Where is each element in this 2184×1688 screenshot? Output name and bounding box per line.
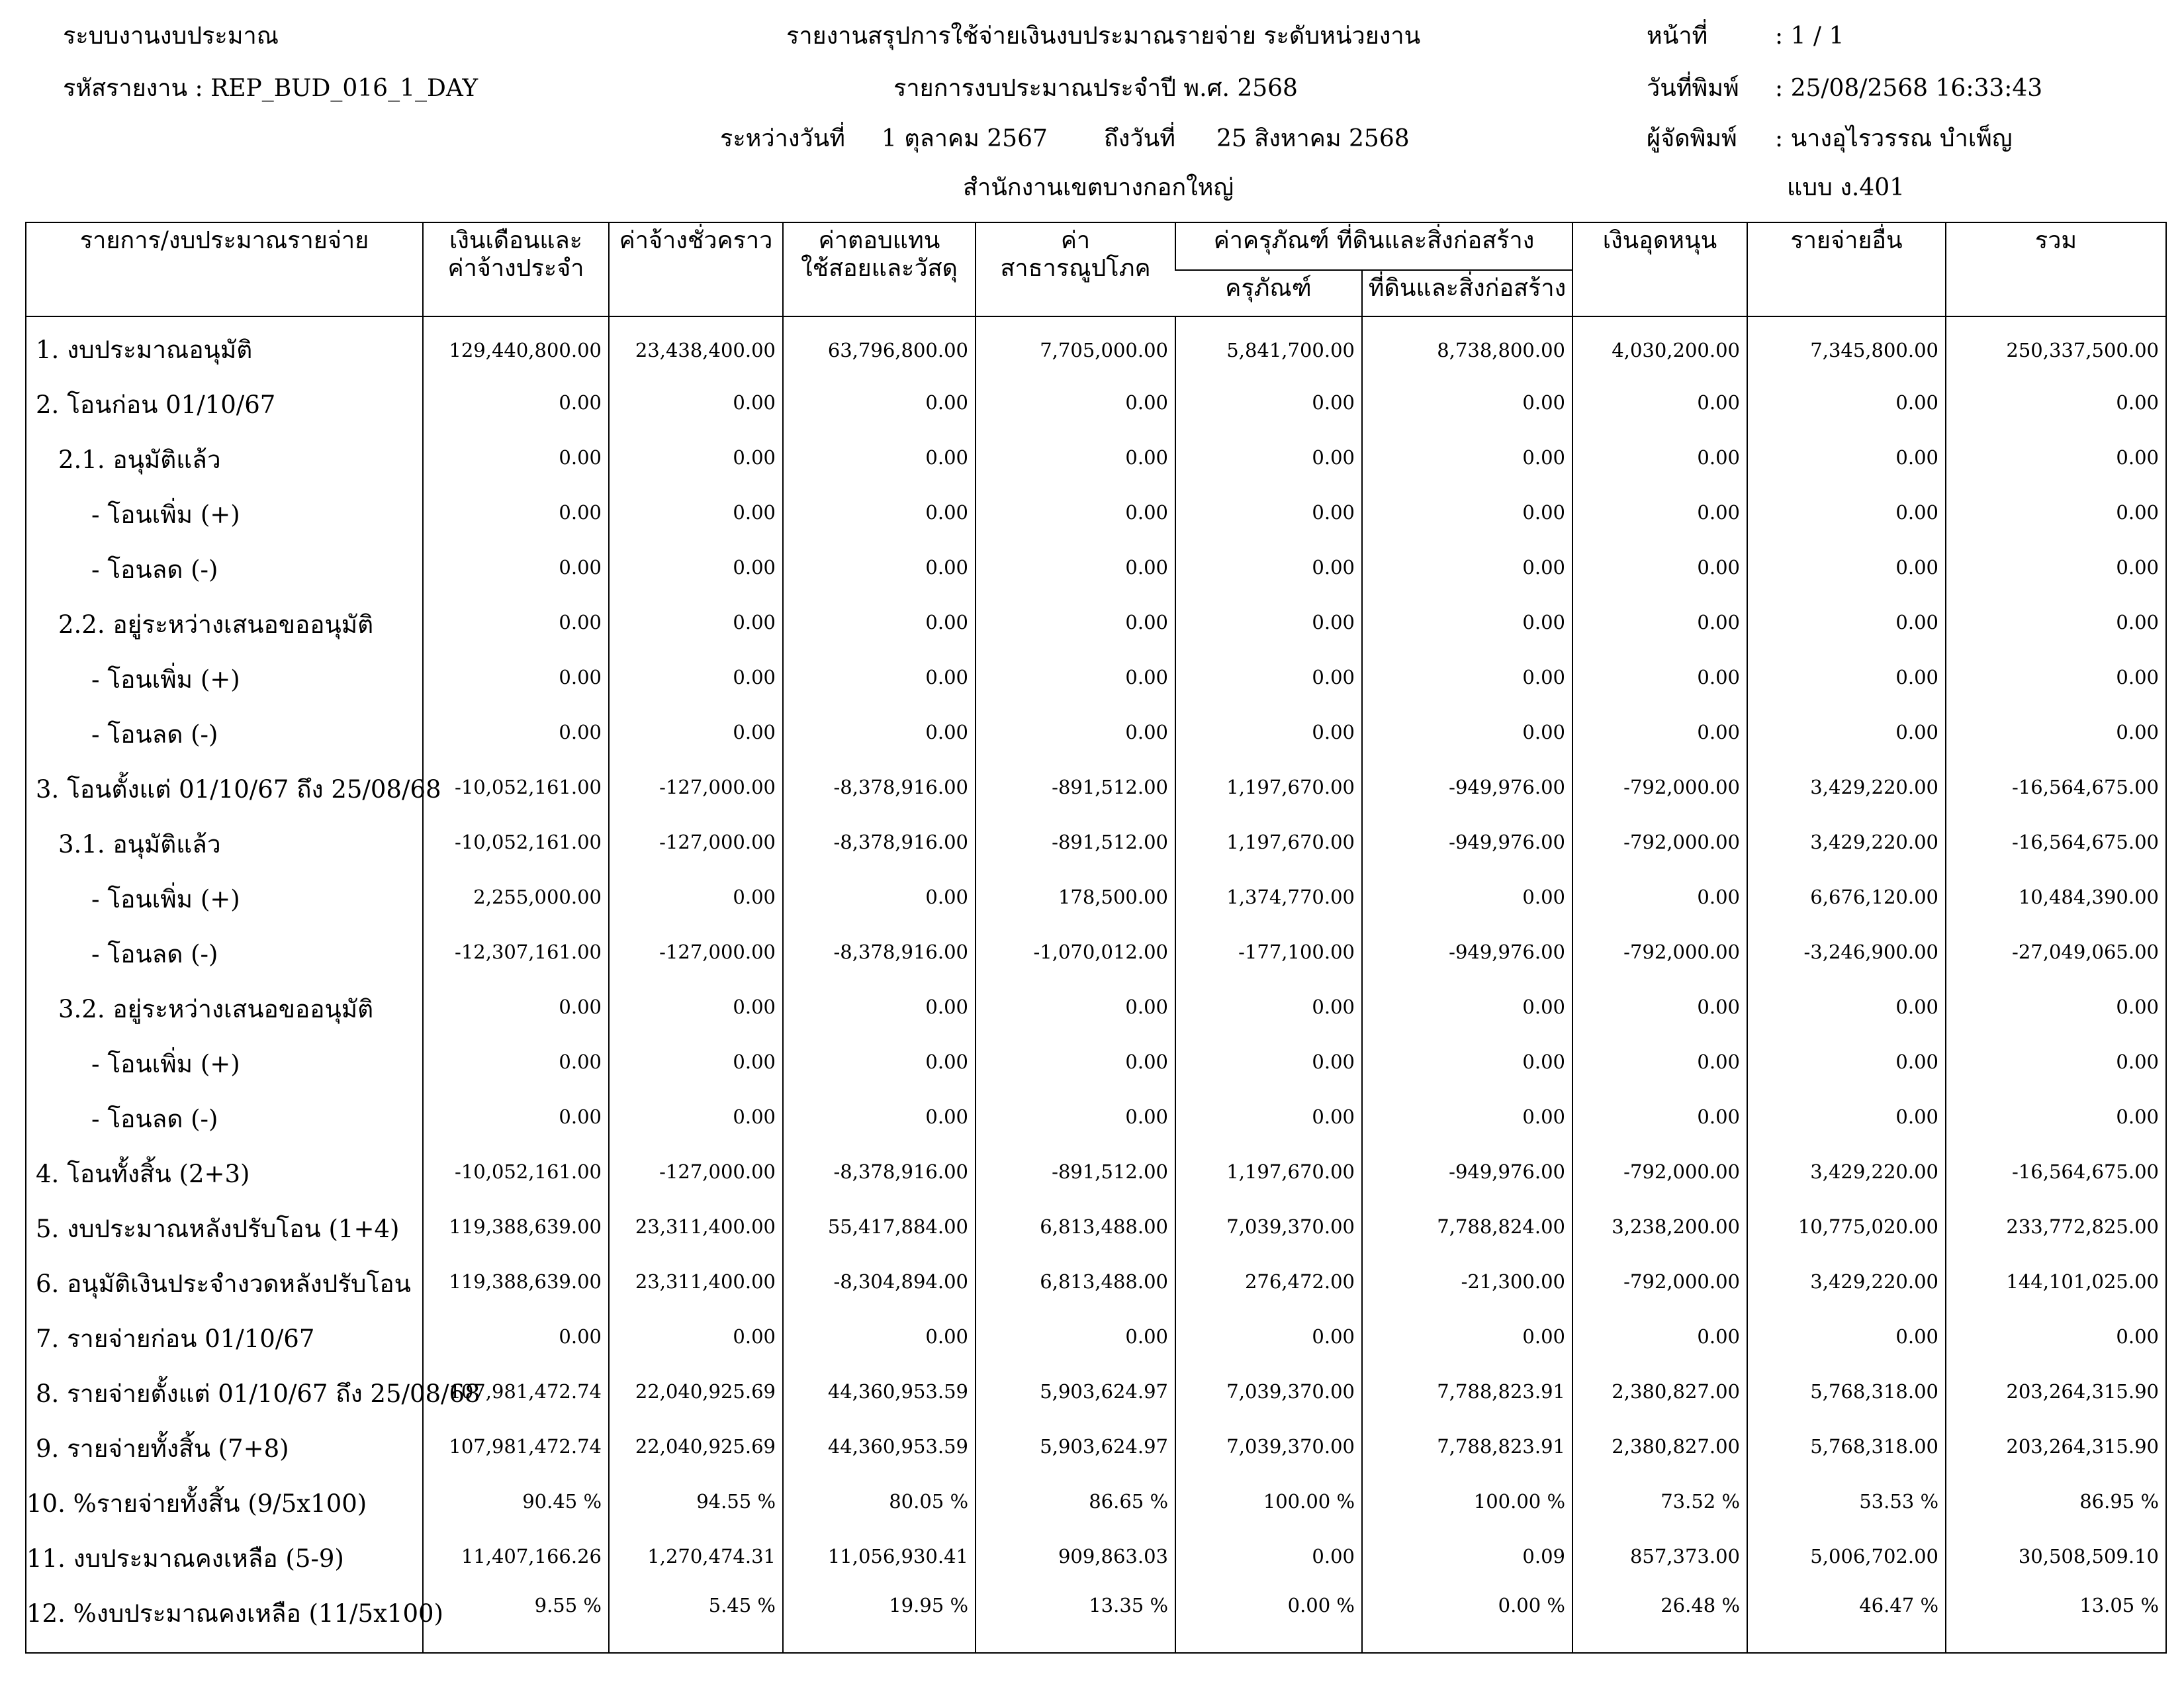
budget-table	[25, 222, 2167, 1654]
amount-cell: 86.65 %	[976, 1474, 1175, 1528]
amount-cell: 0.00	[1747, 1309, 1946, 1364]
printer-label: ผู้จัดพิมพ์	[1647, 125, 1737, 152]
table-row	[26, 539, 2166, 594]
amount-cell: 94.55 %	[609, 1474, 783, 1528]
table-row	[26, 979, 2166, 1034]
amount-cell: 11,056,930.41	[783, 1528, 976, 1583]
row-label: - โอนเพิ่ม (+)	[91, 885, 240, 914]
amount-cell: 0.00	[1362, 649, 1572, 704]
amount-cell: 0.00	[423, 1089, 609, 1144]
amount-cell: 250,337,500.00	[1946, 316, 2166, 375]
amount-cell: 44,360,953.59	[783, 1364, 976, 1419]
amount-cell: 178,500.00	[976, 869, 1175, 924]
amount-cell: 0.00	[1175, 1089, 1362, 1144]
table-row	[26, 869, 2166, 924]
amount-cell: 0.00	[783, 869, 976, 924]
row-label: 3. โอนตั้งแต่ 01/10/67 ถึง 25/08/68	[36, 775, 441, 804]
amount-cell: 10,484,390.00	[1946, 869, 2166, 924]
amount-cell: 0.00	[783, 1309, 976, 1364]
amount-cell: 0.00	[783, 1089, 976, 1144]
row-label: - โอนลด (-)	[91, 1105, 218, 1133]
amount-cell: 26.48 %	[1572, 1583, 1747, 1653]
row-label: 4. โอนทั้งสิ้น (2+3)	[36, 1160, 250, 1188]
amount-cell: 5,903,624.97	[976, 1364, 1175, 1419]
amount-cell: 0.00	[423, 485, 609, 539]
amount-cell: 2,380,827.00	[1572, 1364, 1747, 1419]
table-row	[26, 1364, 2166, 1419]
amount-cell: 0.09	[1362, 1528, 1572, 1583]
amount-cell: 7,705,000.00	[976, 316, 1175, 375]
amount-cell: 0.00	[1747, 539, 1946, 594]
amount-cell: 0.00	[783, 1034, 976, 1089]
row-label: 3.2. อยู่ระหว่างเสนอขออนุมัติ	[58, 995, 374, 1023]
table-row	[26, 759, 2166, 814]
amount-cell: 0.00	[423, 1034, 609, 1089]
header-utility-line1: ค่า	[1060, 227, 1091, 254]
amount-cell: -792,000.00	[1572, 1144, 1747, 1199]
row-label: - โอนลด (-)	[91, 720, 218, 749]
amount-cell: 0.00	[1946, 594, 2166, 649]
header-salary-line2: ค่าจ้างประจำ	[447, 255, 584, 282]
amount-cell: -949,976.00	[1362, 814, 1572, 869]
table-row	[26, 814, 2166, 869]
header-temp-wage: ค่าจ้างชั่วคราว	[609, 222, 783, 316]
header-salary-line1: เงินเดือนและ	[449, 227, 582, 254]
amount-cell: 0.00	[1175, 485, 1362, 539]
amount-cell: 0.00	[1946, 1034, 2166, 1089]
row-label: 11. งบประมาณคงเหลือ (5-9)	[26, 1544, 344, 1573]
row-label: - โอนลด (-)	[91, 940, 218, 968]
amount-cell: -12,307,161.00	[423, 924, 609, 979]
amount-cell: 203,264,315.90	[1946, 1419, 2166, 1474]
amount-cell: 0.00	[976, 979, 1175, 1034]
amount-cell: -792,000.00	[1572, 1254, 1747, 1309]
amount-cell: 0.00	[1175, 979, 1362, 1034]
amount-cell: 0.00	[783, 430, 976, 485]
page-value: : 1 / 1	[1775, 23, 1844, 50]
amount-cell: 0.00	[1362, 375, 1572, 430]
amount-cell: 0.00	[1747, 649, 1946, 704]
print-date-value: : 25/08/2568 16:33:43	[1775, 75, 2043, 102]
amount-cell: 90.45 %	[423, 1474, 609, 1528]
amount-cell: 0.00	[1572, 979, 1747, 1034]
amount-cell: 0.00	[423, 539, 609, 594]
amount-cell: -21,300.00	[1362, 1254, 1572, 1309]
header-utility	[976, 222, 1175, 316]
amount-cell: 203,264,315.90	[1946, 1364, 2166, 1419]
amount-cell: -8,378,916.00	[783, 759, 976, 814]
amount-cell: 2,255,000.00	[423, 869, 609, 924]
table-row	[26, 1199, 2166, 1254]
amount-cell: 0.00	[1572, 704, 1747, 759]
amount-cell: 0.00	[609, 485, 783, 539]
amount-cell: 0.00	[1175, 594, 1362, 649]
amount-cell: 0.00	[783, 649, 976, 704]
header-other: รายจ่ายอื่น	[1747, 222, 1946, 316]
amount-cell: 44,360,953.59	[783, 1419, 976, 1474]
agency-name: สำนักงานเขตบางกอกใหญ่	[963, 174, 1234, 201]
amount-cell: 0.00	[609, 539, 783, 594]
table-row	[26, 375, 2166, 430]
amount-cell: 0.00	[1175, 1034, 1362, 1089]
amount-cell: 0.00	[1175, 539, 1362, 594]
amount-cell: -27,049,065.00	[1946, 924, 2166, 979]
print-date-label: วันที่พิมพ์	[1647, 75, 1739, 102]
amount-cell: 23,438,400.00	[609, 316, 783, 375]
amount-cell: 0.00	[1572, 375, 1747, 430]
amount-cell: 0.00	[1747, 430, 1946, 485]
amount-cell: 11,407,166.26	[423, 1528, 609, 1583]
amount-cell: 6,813,488.00	[976, 1254, 1175, 1309]
period-from: 1 ตุลาคม 2567	[882, 125, 1048, 152]
amount-cell: 7,039,370.00	[1175, 1364, 1362, 1419]
amount-cell: 0.00	[783, 704, 976, 759]
amount-cell: 7,788,823.91	[1362, 1364, 1572, 1419]
amount-cell: 0.00	[1747, 704, 1946, 759]
amount-cell: -8,378,916.00	[783, 1144, 976, 1199]
amount-cell: -10,052,161.00	[423, 814, 609, 869]
amount-cell: -16,564,675.00	[1946, 814, 2166, 869]
system-name: ระบบงานงบประมาณ	[63, 23, 279, 50]
amount-cell: 0.00	[1572, 539, 1747, 594]
amount-cell: 0.00	[1747, 594, 1946, 649]
amount-cell: 0.00	[609, 1309, 783, 1364]
amount-cell: 5,768,318.00	[1747, 1364, 1946, 1419]
amount-cell: 0.00	[976, 430, 1175, 485]
amount-cell: -127,000.00	[609, 759, 783, 814]
period-from-label: ระหว่างวันที่	[720, 125, 845, 152]
amount-cell: 0.00	[783, 979, 976, 1034]
amount-cell: 6,813,488.00	[976, 1199, 1175, 1254]
amount-cell: 5,903,624.97	[976, 1419, 1175, 1474]
table-row	[26, 1089, 2166, 1144]
amount-cell: 0.00	[1362, 1034, 1572, 1089]
amount-cell: 7,345,800.00	[1747, 316, 1946, 375]
amount-cell: -949,976.00	[1362, 1144, 1572, 1199]
table-row	[26, 704, 2166, 759]
amount-cell: -949,976.00	[1362, 924, 1572, 979]
table-row	[26, 430, 2166, 485]
row-label: 6. อนุมัติเงินประจำงวดหลังปรับโอน	[36, 1270, 411, 1298]
amount-cell: 0.00	[1175, 430, 1362, 485]
amount-cell: -127,000.00	[609, 924, 783, 979]
header-compensation-line1: ค่าตอบแทน	[818, 227, 940, 254]
amount-cell: -127,000.00	[609, 814, 783, 869]
amount-cell: 0.00	[423, 979, 609, 1034]
amount-cell: 0.00	[609, 594, 783, 649]
amount-cell: 0.00	[976, 485, 1175, 539]
amount-cell: 119,388,639.00	[423, 1199, 609, 1254]
report-subtitle: รายการงบประมาณประจำปี พ.ศ. 2568	[893, 75, 1298, 102]
table-row	[26, 485, 2166, 539]
table-row	[26, 1144, 2166, 1199]
amount-cell: 0.00	[423, 375, 609, 430]
table-row	[26, 316, 2166, 375]
amount-cell: 0.00	[609, 375, 783, 430]
amount-cell: 129,440,800.00	[423, 316, 609, 375]
amount-cell: 0.00	[1946, 1089, 2166, 1144]
amount-cell: 5,841,700.00	[1175, 316, 1362, 375]
amount-cell: 80.05 %	[783, 1474, 976, 1528]
amount-cell: 0.00	[423, 649, 609, 704]
table-row	[26, 1474, 2166, 1528]
amount-cell: 0.00	[1362, 430, 1572, 485]
amount-cell: 30,508,509.10	[1946, 1528, 2166, 1583]
report-title: รายงานสรุปการใช้จ่ายเงินงบประมาณรายจ่าย ระดับหน่วยงาน	[786, 23, 1421, 50]
row-label: - โอนเพิ่ม (+)	[91, 1050, 240, 1078]
row-label: - โอนเพิ่ม (+)	[91, 665, 240, 694]
amount-cell: 1,197,670.00	[1175, 814, 1362, 869]
amount-cell: 0.00	[1946, 649, 2166, 704]
amount-cell: 1,197,670.00	[1175, 759, 1362, 814]
page-label: หน้าที่	[1647, 23, 1708, 50]
amount-cell: 144,101,025.00	[1946, 1254, 2166, 1309]
amount-cell: 6,676,120.00	[1747, 869, 1946, 924]
table-row	[26, 1254, 2166, 1309]
amount-cell: 0.00	[1946, 375, 2166, 430]
row-label: 12. %งบประมาณคงเหลือ (11/5x100)	[26, 1599, 443, 1628]
amount-cell: 8,738,800.00	[1362, 316, 1572, 375]
amount-cell: 63,796,800.00	[783, 316, 976, 375]
amount-cell: 22,040,925.69	[609, 1419, 783, 1474]
amount-cell: 0.00	[1946, 704, 2166, 759]
amount-cell: 1,197,670.00	[1175, 1144, 1362, 1199]
amount-cell: 22,040,925.69	[609, 1364, 783, 1419]
amount-cell: 909,863.03	[976, 1528, 1175, 1583]
amount-cell: 107,981,472.74	[423, 1364, 609, 1419]
amount-cell: 0.00	[976, 375, 1175, 430]
amount-cell: 13.35 %	[976, 1583, 1175, 1653]
amount-cell: -16,564,675.00	[1946, 1144, 2166, 1199]
table-row	[26, 1528, 2166, 1583]
amount-cell: -3,246,900.00	[1747, 924, 1946, 979]
amount-cell: 3,429,220.00	[1747, 814, 1946, 869]
table-row	[26, 1309, 2166, 1364]
amount-cell: 0.00	[423, 594, 609, 649]
amount-cell: 0.00	[423, 430, 609, 485]
row-label: 2.2. อยู่ระหว่างเสนอขออนุมัติ	[58, 610, 374, 639]
table-row	[26, 649, 2166, 704]
header-subsidy: เงินอุดหนุน	[1572, 222, 1747, 316]
row-label: 9. รายจ่ายทั้งสิ้น (7+8)	[36, 1434, 289, 1463]
amount-cell: 0.00	[609, 430, 783, 485]
amount-cell: 0.00	[1572, 594, 1747, 649]
amount-cell: 46.47 %	[1747, 1583, 1946, 1653]
amount-cell: 0.00	[976, 704, 1175, 759]
amount-cell: 0.00	[609, 1034, 783, 1089]
header-item: รายการ/งบประมาณรายจ่าย	[79, 227, 369, 254]
amount-cell: 7,039,370.00	[1175, 1419, 1362, 1474]
amount-cell: 0.00	[1572, 430, 1747, 485]
amount-cell: -891,512.00	[976, 759, 1175, 814]
amount-cell: 7,788,824.00	[1362, 1199, 1572, 1254]
amount-cell: 0.00	[783, 485, 976, 539]
amount-cell: -792,000.00	[1572, 759, 1747, 814]
amount-cell: 857,373.00	[1572, 1528, 1747, 1583]
amount-cell: 233,772,825.00	[1946, 1199, 2166, 1254]
amount-cell: -16,564,675.00	[1946, 759, 2166, 814]
row-label: 7. รายจ่ายก่อน 01/10/67	[36, 1325, 315, 1353]
amount-cell: 0.00	[1572, 485, 1747, 539]
table-body	[26, 316, 2166, 1653]
amount-cell: -177,100.00	[1175, 924, 1362, 979]
amount-cell: 0.00	[423, 704, 609, 759]
amount-cell: 0.00	[1175, 704, 1362, 759]
amount-cell: 0.00	[1362, 704, 1572, 759]
amount-cell: 276,472.00	[1175, 1254, 1362, 1309]
amount-cell: 0.00	[1946, 979, 2166, 1034]
amount-cell: 0.00	[1572, 869, 1747, 924]
amount-cell: 55,417,884.00	[783, 1199, 976, 1254]
amount-cell: 10,775,020.00	[1747, 1199, 1946, 1254]
amount-cell: 0.00	[609, 869, 783, 924]
header-capital-group: ค่าครุภัณฑ์ ที่ดินและสิ่งก่อสร้าง	[1175, 222, 1572, 270]
amount-cell: 2,380,827.00	[1572, 1419, 1747, 1474]
amount-cell: 0.00	[976, 1034, 1175, 1089]
amount-cell: 0.00	[1362, 1089, 1572, 1144]
amount-cell: 73.52 %	[1572, 1474, 1747, 1528]
amount-cell: 7,039,370.00	[1175, 1199, 1362, 1254]
amount-cell: 0.00	[1362, 1309, 1572, 1364]
amount-cell: 0.00	[1362, 869, 1572, 924]
amount-cell: 0.00	[1747, 375, 1946, 430]
amount-cell: 0.00	[1747, 979, 1946, 1034]
amount-cell: 0.00	[1946, 1309, 2166, 1364]
amount-cell: 0.00	[1572, 1034, 1747, 1089]
header-land-building: ที่ดินและสิ่งก่อสร้าง	[1362, 270, 1572, 316]
amount-cell: 0.00	[1946, 430, 2166, 485]
amount-cell: 0.00	[1362, 539, 1572, 594]
report-code: รหัสรายงาน : REP_BUD_016_1_DAY	[63, 75, 478, 102]
row-label: - โอนเพิ่ม (+)	[91, 500, 240, 529]
table-row	[26, 1034, 2166, 1089]
amount-cell: 0.00	[1175, 649, 1362, 704]
header-compensation	[783, 222, 976, 316]
amount-cell: 0.00	[1747, 1089, 1946, 1144]
row-label: 3.1. อนุมัติแล้ว	[58, 830, 221, 859]
amount-cell: 1,270,474.31	[609, 1528, 783, 1583]
amount-cell: 23,311,400.00	[609, 1199, 783, 1254]
amount-cell: 0.00	[976, 649, 1175, 704]
header-utility-line2: สาธารณูปโภค	[1000, 255, 1151, 282]
period-to-label: ถึงวันที่	[1104, 125, 1175, 152]
form-code: แบบ ง.401	[1787, 174, 1905, 201]
amount-cell: 0.00	[1362, 979, 1572, 1034]
amount-cell: 3,429,220.00	[1747, 1144, 1946, 1199]
amount-cell: 0.00	[609, 979, 783, 1034]
amount-cell: 100.00 %	[1362, 1474, 1572, 1528]
amount-cell: -127,000.00	[609, 1144, 783, 1199]
table-row	[26, 1419, 2166, 1474]
table-row	[26, 594, 2166, 649]
row-label: 10. %รายจ่ายทั้งสิ้น (9/5x100)	[26, 1489, 367, 1518]
amount-cell: -891,512.00	[976, 814, 1175, 869]
amount-cell: 119,388,639.00	[423, 1254, 609, 1309]
amount-cell: 0.00	[423, 1309, 609, 1364]
amount-cell: 3,429,220.00	[1747, 759, 1946, 814]
amount-cell: 0.00	[1946, 485, 2166, 539]
amount-cell: 53.53 %	[1747, 1474, 1946, 1528]
amount-cell: 4,030,200.00	[1572, 316, 1747, 375]
amount-cell: 0.00	[609, 649, 783, 704]
amount-cell: 0.00	[783, 375, 976, 430]
amount-cell: 100.00 %	[1175, 1474, 1362, 1528]
amount-cell: 0.00	[976, 1089, 1175, 1144]
row-label: 1. งบประมาณอนุมัติ	[36, 336, 253, 364]
amount-cell: -891,512.00	[976, 1144, 1175, 1199]
amount-cell: -10,052,161.00	[423, 1144, 609, 1199]
amount-cell: 0.00	[976, 594, 1175, 649]
amount-cell: 0.00	[976, 539, 1175, 594]
amount-cell: 0.00	[1175, 375, 1362, 430]
amount-cell: 0.00	[1572, 649, 1747, 704]
amount-cell: 0.00	[609, 1089, 783, 1144]
amount-cell: 0.00	[1362, 485, 1572, 539]
amount-cell: 5.45 %	[609, 1583, 783, 1653]
amount-cell: 5,768,318.00	[1747, 1419, 1946, 1474]
amount-cell: -10,052,161.00	[423, 759, 609, 814]
amount-cell: 0.00	[1946, 539, 2166, 594]
table-row	[26, 1583, 2166, 1653]
amount-cell: 0.00	[976, 1309, 1175, 1364]
amount-cell: 0.00	[1175, 1309, 1362, 1364]
header-equipment: ครุภัณฑ์	[1175, 270, 1362, 316]
amount-cell: 1,374,770.00	[1175, 869, 1362, 924]
amount-cell: -792,000.00	[1572, 924, 1747, 979]
amount-cell: 23,311,400.00	[609, 1254, 783, 1309]
amount-cell: 0.00	[783, 539, 976, 594]
header-salary	[423, 222, 609, 316]
amount-cell: 7,788,823.91	[1362, 1419, 1572, 1474]
amount-cell: 13.05 %	[1946, 1583, 2166, 1653]
amount-cell: -1,070,012.00	[976, 924, 1175, 979]
amount-cell: -8,378,916.00	[783, 924, 976, 979]
row-label: - โอนลด (-)	[91, 555, 218, 584]
row-label: 2. โอนก่อน 01/10/67	[36, 391, 276, 419]
amount-cell: 86.95 %	[1946, 1474, 2166, 1528]
amount-cell: 0.00	[1747, 1034, 1946, 1089]
header-total: รวม	[1946, 222, 2166, 316]
amount-cell: 0.00	[1572, 1309, 1747, 1364]
printer-value: : นางอุไรวรรณ บำเพ็ญ	[1775, 125, 2013, 152]
amount-cell: 3,238,200.00	[1572, 1199, 1747, 1254]
amount-cell: 0.00	[1572, 1089, 1747, 1144]
amount-cell: 0.00	[609, 704, 783, 759]
amount-cell: 0.00	[1175, 1528, 1362, 1583]
amount-cell: -949,976.00	[1362, 759, 1572, 814]
header-compensation-line2: ใช้สอยและวัสดุ	[801, 255, 958, 282]
amount-cell: 3,429,220.00	[1747, 1254, 1946, 1309]
row-label: 8. รายจ่ายตั้งแต่ 01/10/67 ถึง 25/08/68	[36, 1380, 480, 1408]
amount-cell: -792,000.00	[1572, 814, 1747, 869]
amount-cell: -8,378,916.00	[783, 814, 976, 869]
amount-cell: 0.00	[783, 594, 976, 649]
amount-cell: 0.00 %	[1362, 1583, 1572, 1653]
period-to: 25 สิงหาคม 2568	[1216, 125, 1410, 152]
row-label: 5. งบประมาณหลังปรับโอน (1+4)	[36, 1215, 400, 1243]
amount-cell: 0.00	[1747, 485, 1946, 539]
row-label: 2.1. อนุมัติแล้ว	[58, 445, 221, 474]
amount-cell: 19.95 %	[783, 1583, 976, 1653]
amount-cell: 0.00	[1362, 594, 1572, 649]
table-row	[26, 924, 2166, 979]
amount-cell: 9.55 %	[423, 1583, 609, 1653]
amount-cell: 107,981,472.74	[423, 1419, 609, 1474]
amount-cell: 5,006,702.00	[1747, 1528, 1946, 1583]
amount-cell: 0.00 %	[1175, 1583, 1362, 1653]
amount-cell: -8,304,894.00	[783, 1254, 976, 1309]
